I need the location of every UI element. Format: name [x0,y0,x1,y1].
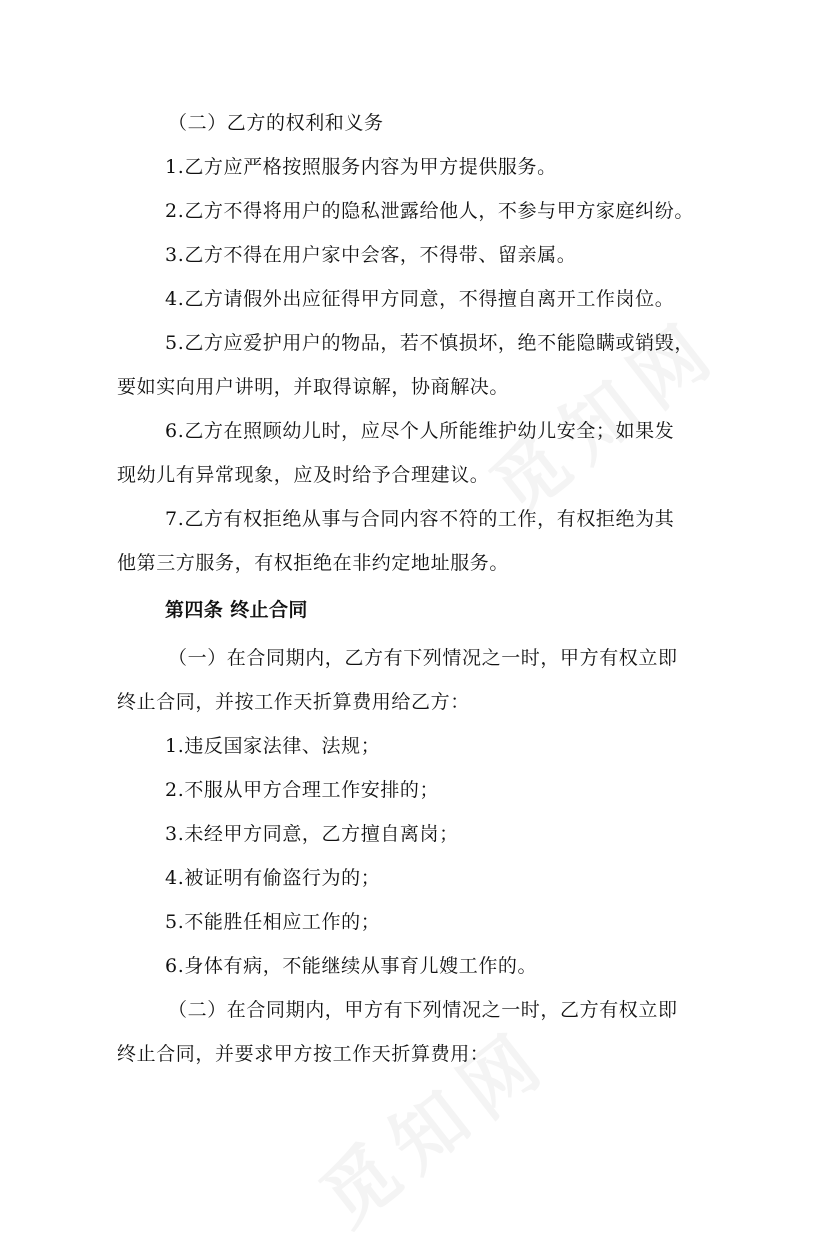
paragraph-line: （二）在合同期内，甲方有下列情况之一时，乙方有权立即 [168,999,678,1021]
paragraph-line: 现幼儿有异常现象，应及时给予合理建议。 [117,464,490,486]
list-item: 2.不服从甲方合理工作安排的； [165,779,440,801]
watermark [465,290,738,536]
watermark [295,1000,568,1246]
section-b-rights-heading: （二）乙方的权利和义务 [168,112,384,134]
list-item: 4.被证明有偷盗行为的； [165,867,381,889]
paragraph-line: 5.乙方应爱护用户的物品，若不慎损坏，绝不能隐瞒或销毁， [165,332,694,354]
list-item: 1.违反国家法律、法规； [165,735,381,757]
list-item: 6.身体有病，不能继续从事育儿嫂工作的。 [165,955,538,977]
paragraph-line: 4.乙方请假外出应征得甲方同意，不得擅自离开工作岗位。 [165,288,675,310]
paragraph-line: 1.乙方应严格按照服务内容为甲方提供服务。 [165,156,557,178]
paragraph-line: 他第三方服务，有权拒绝在非约定地址服务。 [117,552,510,574]
paragraph-line: 2.乙方不得将用户的隐私泄露给他人，不参与甲方家庭纠纷。 [165,200,694,222]
paragraph-line: 3.乙方不得在用户家中会客，不得带、留亲属。 [165,244,577,266]
list-item: 5.不能胜任相应工作的； [165,911,381,933]
paragraph-line: 终止合同，并按工作天折算费用给乙方： [117,691,470,713]
paragraph-line: 终止合同，并要求甲方按工作天折算费用： [117,1043,490,1065]
list-item: 3.未经甲方同意，乙方擅自离岗； [165,823,459,845]
paragraph-line: 7.乙方有权拒绝从事与合同内容不符的工作，有权拒绝为其 [165,508,675,530]
article-four-heading: 第四条 终止合同 [165,599,308,621]
paragraph-line: 要如实向用户讲明，并取得谅解，协商解决。 [117,376,510,398]
paragraph-line: 6.乙方在照顾幼儿时，应尽个人所能维护幼儿安全；如果发 [165,420,675,442]
paragraph-line: （一）在合同期内，乙方有下列情况之一时，甲方有权立即 [168,647,678,669]
